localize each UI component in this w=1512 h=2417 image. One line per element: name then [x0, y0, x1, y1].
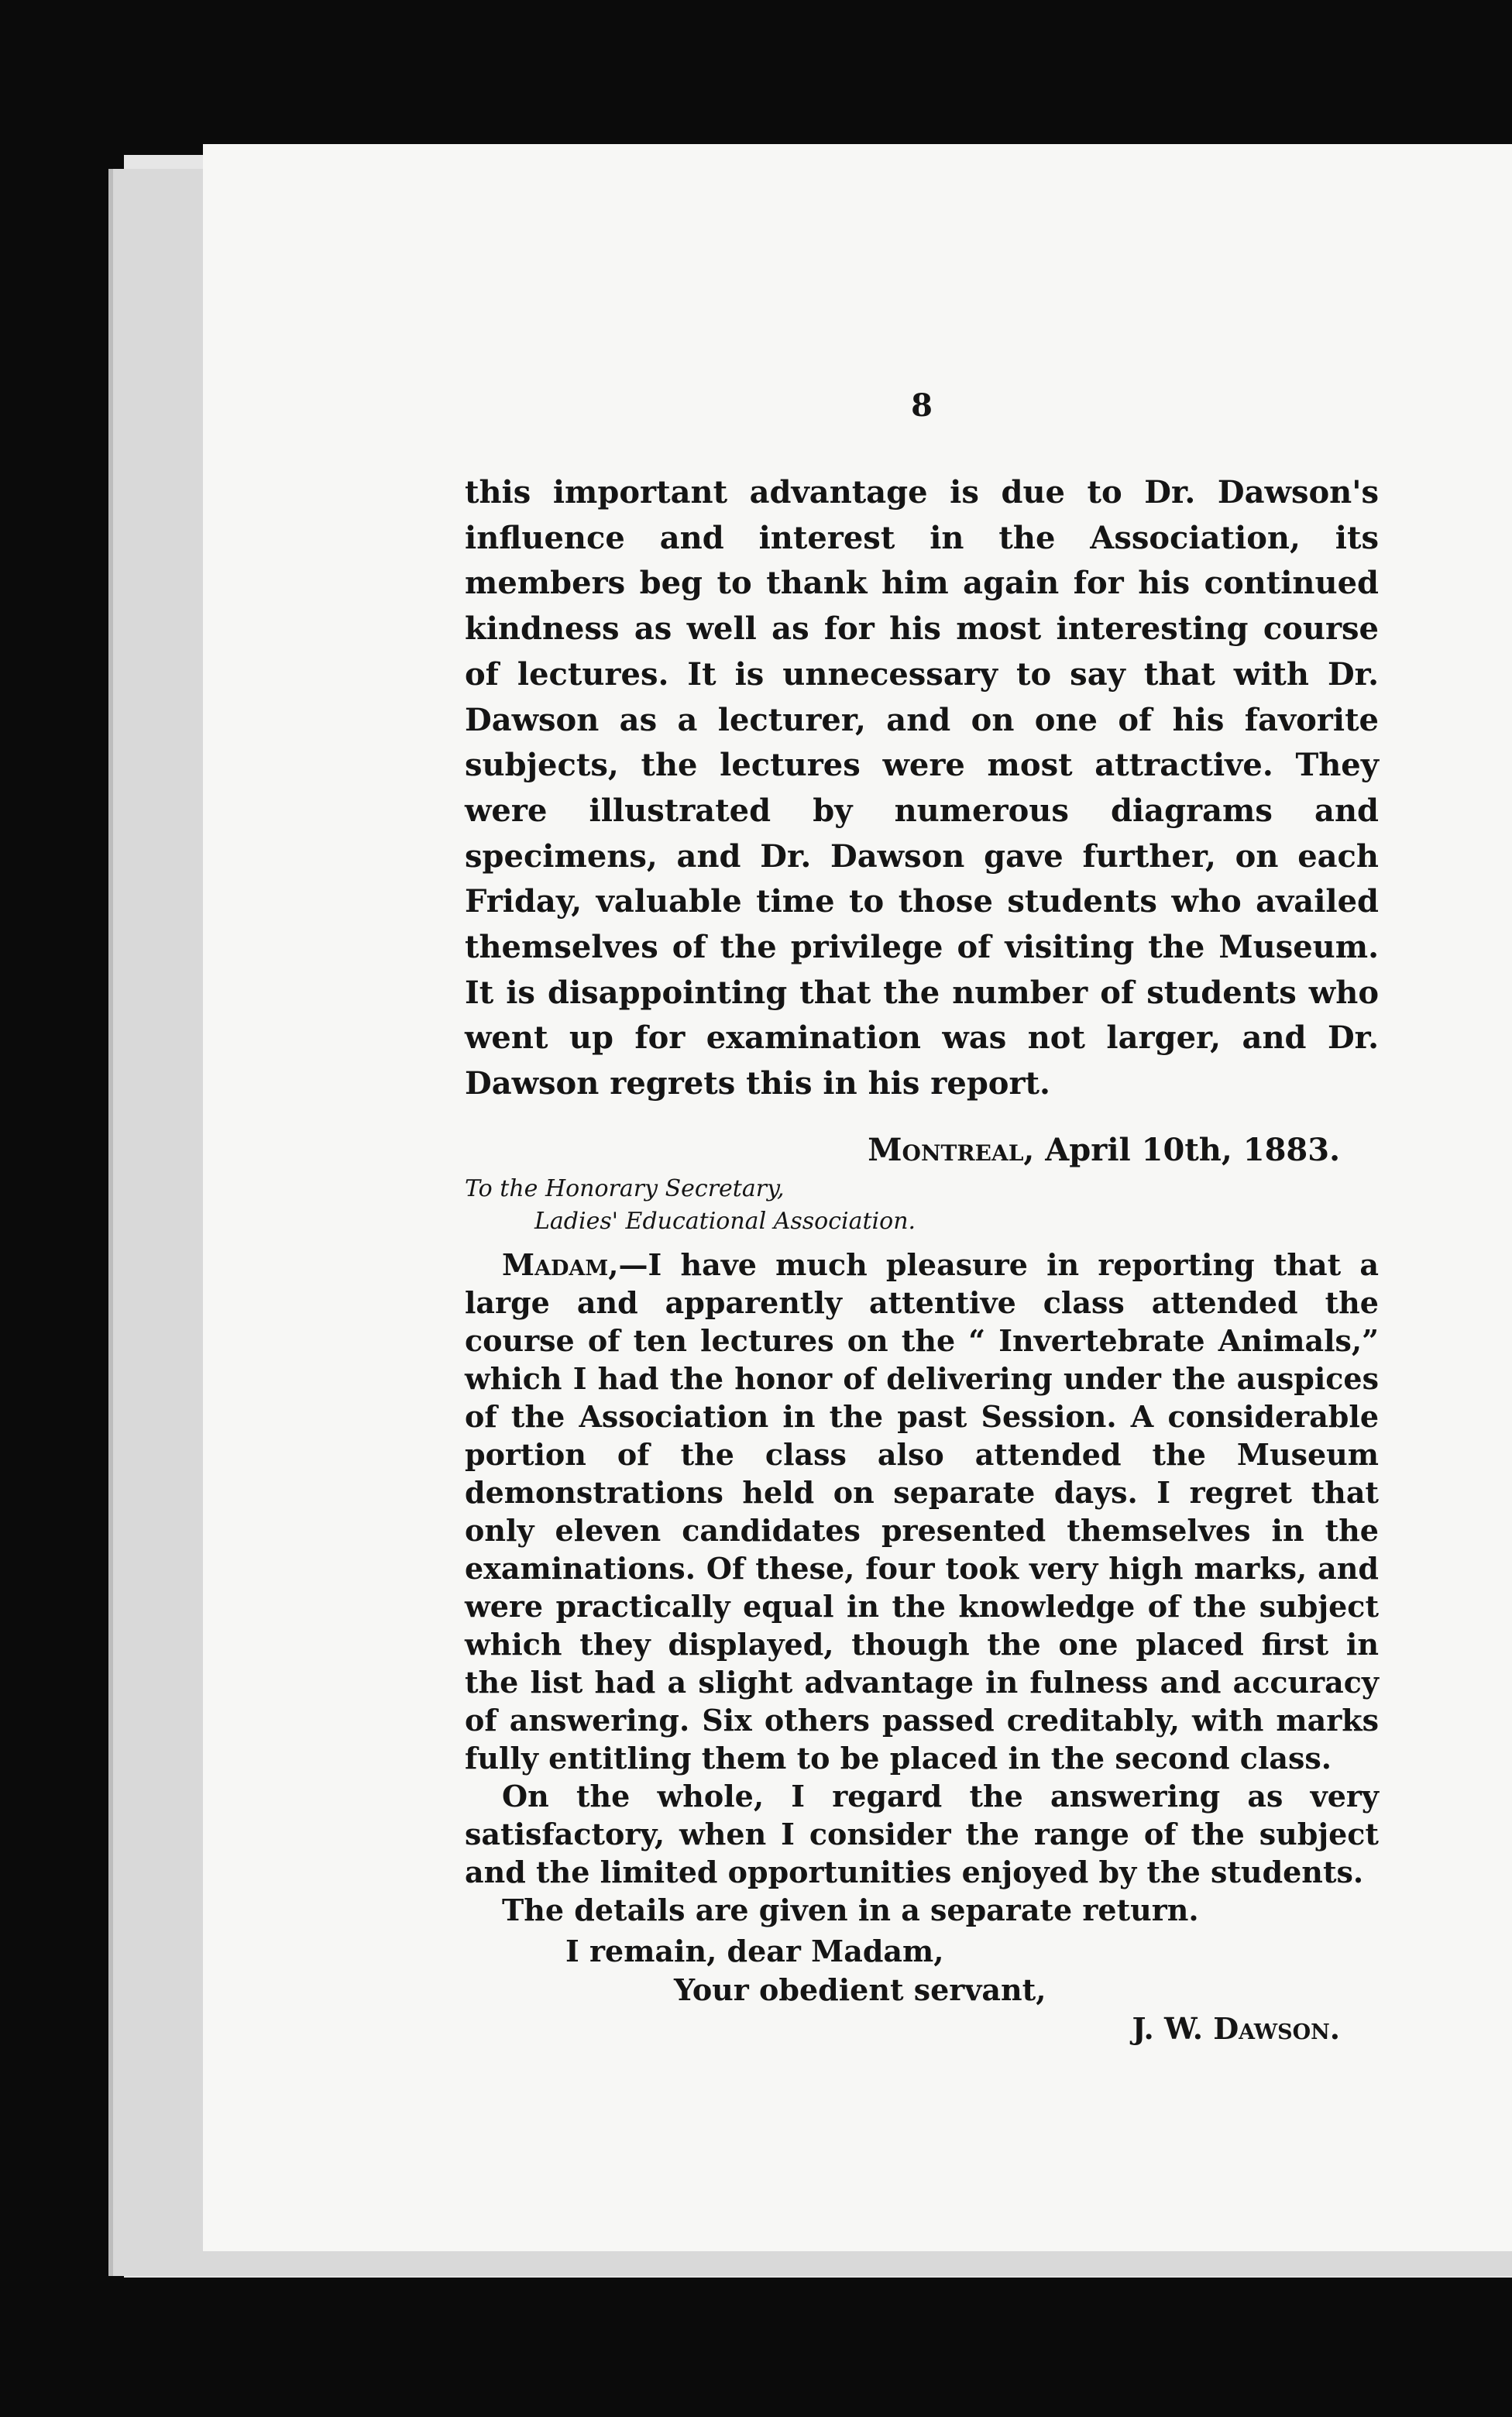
- letter-paragraph-2: On the whole, I regard the answering as very satisfactory, when I consider the range of the subject and the limited opportunities enjoyed by the students.: [465, 1778, 1379, 1889]
- dateline: [465, 1132, 1379, 1168]
- addressee-line-2: Ladies' Educational Association.: [534, 1207, 916, 1235]
- addressee-block: [465, 1173, 1379, 1238]
- dateline-date: April 10th, 1883.: [1045, 1131, 1340, 1168]
- paragraph-continued: this important advantage is due to Dr. Dawson's influence and interest in the Association, its members beg to thank him again for his continued kindness as well as for his most interesting course of lectures. It is unnecessary to say that with Dr. Dawson as a lecturer, and on one of his favorite subjects, the lectures were most attractive. They were illustrated by numerous diagrams and specimens, and Dr. Dawson gave further, on each Friday, valuable time to those students who availed themselves of the privilege of visiting the Museum. It is disappointing that the number of students who went up for examination was not larger, and Dr. Dawson regrets this in his report.: [465, 474, 1379, 1102]
- letter-paragraph-1: [465, 1246, 1379, 1777]
- addressee-line-1: To the Honorary Secretary,: [465, 1174, 785, 1202]
- letter-body: [465, 1246, 1379, 1929]
- page-number: 8: [911, 387, 933, 424]
- salutation: Madam,: [502, 1246, 619, 1282]
- dateline-place: Montreal,: [868, 1131, 1035, 1168]
- letter-paragraph-3: The details are given in a separate return.: [502, 1892, 1199, 1927]
- signature: J. W. Dawson.: [1132, 2010, 1340, 2046]
- closing-block: [465, 1932, 1379, 2048]
- closing-line-1: I remain, dear Madam,: [565, 1933, 944, 1968]
- page-content: [465, 387, 1379, 2048]
- closing-line-2: Your obedient servant,: [674, 1972, 1046, 2007]
- letter-paragraph-1-text: —I have much pleasure in reporting that a large and apparently attentive class attended the course of ten lectures on the “ Invertebrate Animals,” which I had the honor of delivering under the auspices of the Association in the past Session. A considerable portion of the class also attended the Museum demonstrations held on separate days. I regret that only eleven candidates presented themselves in the examinations. Of these, four took very high marks, and were practically equal in the knowledge of the subject which they displayed, though the one placed first in the list had a slight advantage in fulness and accuracy of answering. Six others passed creditably, with marks fully entitling them to be placed in the second class.: [465, 1246, 1379, 1776]
